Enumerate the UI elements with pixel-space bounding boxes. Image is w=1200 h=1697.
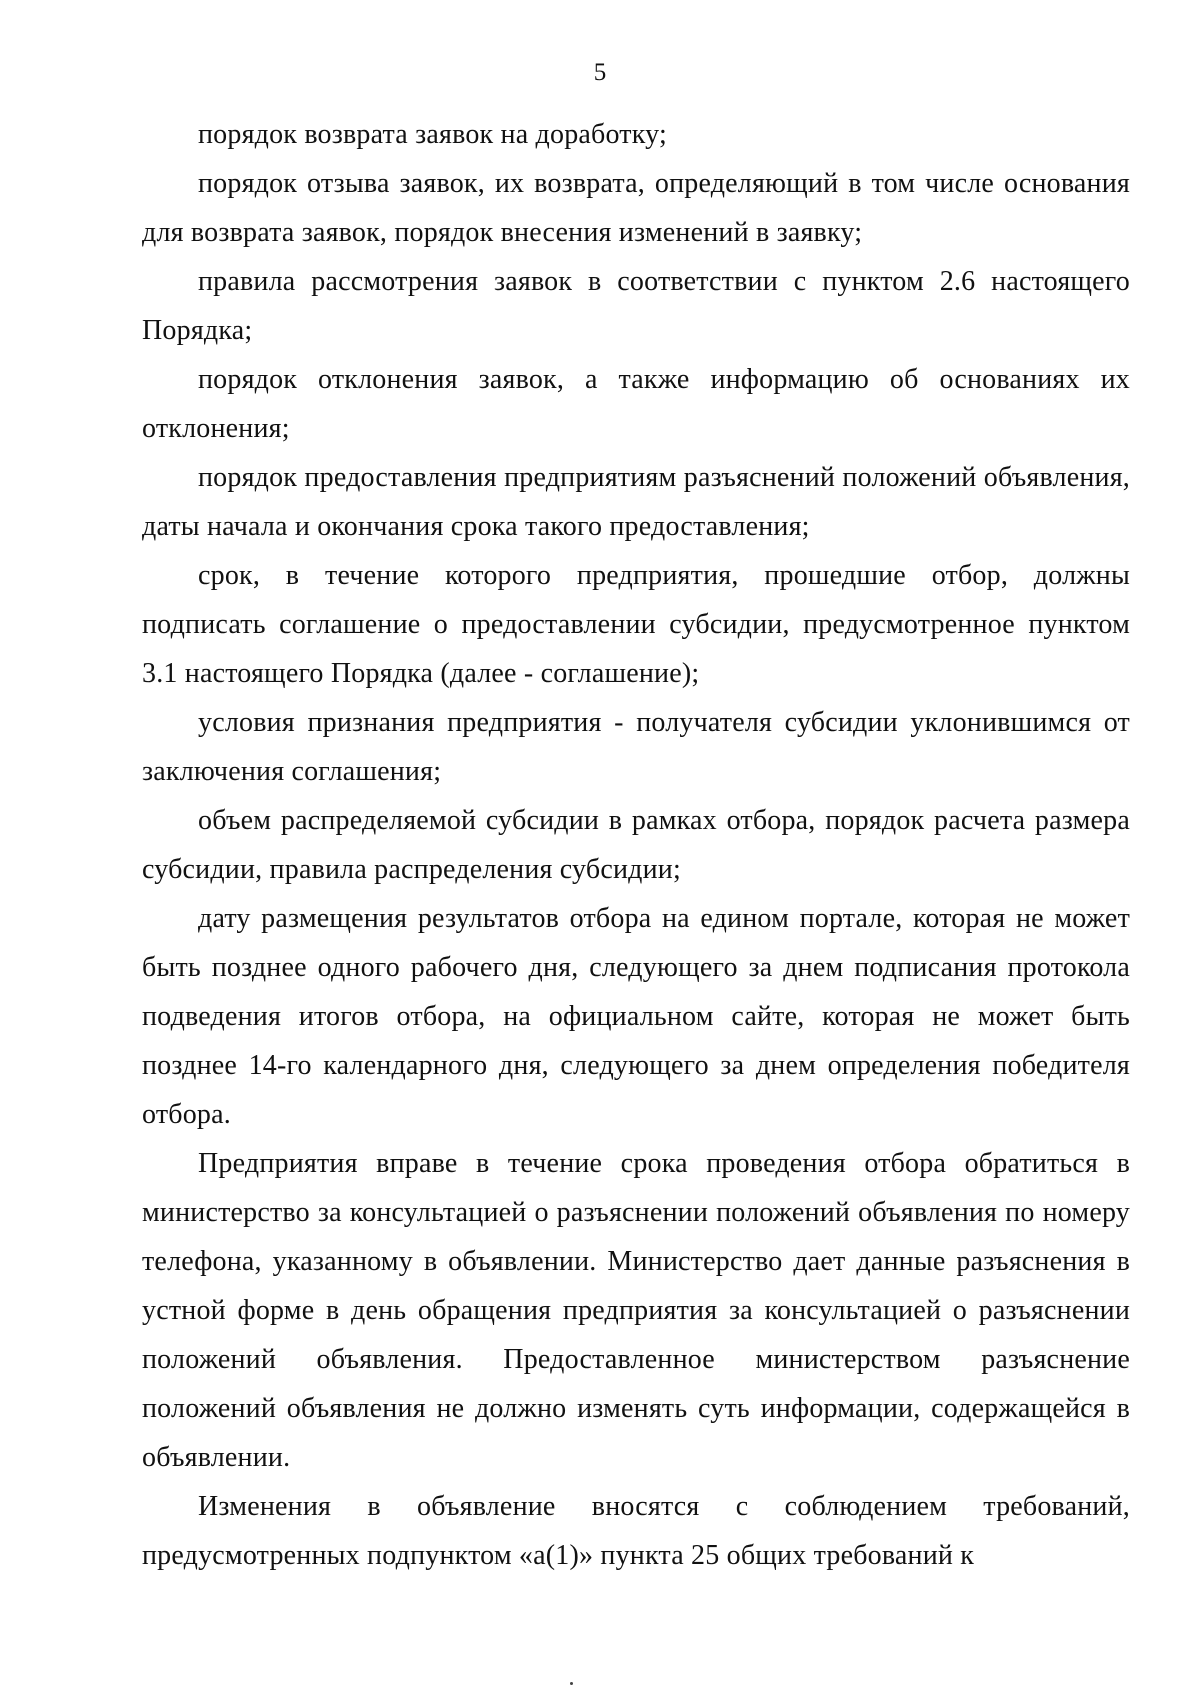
paragraph-9: дату размещения результатов отбора на едином портале, которая не может быть позднее одного рабочего дня, следующего за днем подписания протокола подведения итогов отбора, на официальном сайте, которая не может быть позднее 14-го календарного дня, следующего за днем определения победителя отбора. [142, 903, 1130, 1130]
document-body [142, 110, 1130, 1580]
scan-speck [570, 1682, 573, 1685]
paragraph-1: порядок возврата заявок на доработку; [198, 119, 667, 150]
paragraph-3: правила рассмотрения заявок в соответствии с пунктом 2.6 настоящего Порядка; [142, 266, 1130, 346]
page-number: 5 [593, 59, 607, 86]
paragraph-5: порядок предоставления предприятиям разъяснений положений объявления, даты начала и окончания срока такого предоставления; [142, 462, 1130, 542]
paragraph-8: объем распределяемой субсидии в рамках отбора, порядок расчета размера субсидии, правила распределения субсидии; [142, 805, 1130, 885]
paragraph-11: Изменения в объявление вносятся с соблюдением требований, предусмотренных подпунктом «а(1)» пункта 25 общих требований к [142, 1491, 1130, 1571]
paragraph-2: порядок отзыва заявок, их возврата, определяющий в том числе основания для возврата заявок, порядок внесения изменений в заявку; [142, 168, 1130, 248]
paragraph-4: порядок отклонения заявок, а также информацию об основаниях их отклонения; [142, 364, 1130, 444]
paragraph-10: Предприятия вправе в течение срока проведения отбора обратиться в министерство за консультацией о разъяснении положений объявления по номеру телефона, указанному в объявлении. Министерство дает данные разъяснения в устной форме в день обращения предприятия за консультацией о разъяснении положений объявления. Предоставленное министерством разъяснение положений объявления не должно изменять суть информации, содержащейся в объявлении. [142, 1148, 1130, 1473]
paragraph-6: срок, в течение которого предприятия, прошедшие отбор, должны подписать соглашение о предоставлении субсидии, предусмотренное пунктом 3.1 настоящего Порядка (далее - соглашение); [142, 560, 1130, 689]
paragraph-7: условия признания предприятия - получателя субсидии уклонившимся от заключения соглашения; [142, 707, 1130, 787]
